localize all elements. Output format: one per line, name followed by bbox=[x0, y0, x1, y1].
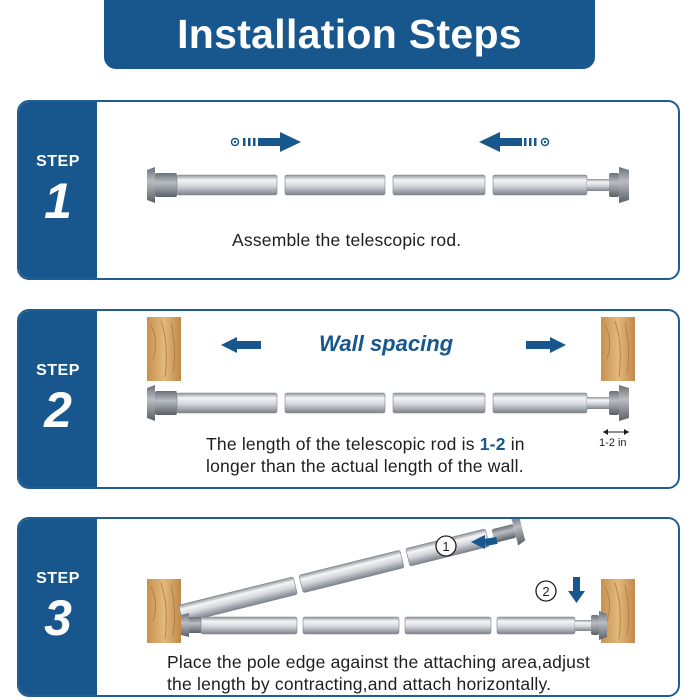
step-3-number: 3 bbox=[44, 590, 72, 646]
step-1-caption: Assemble the telescopic rod. bbox=[232, 230, 462, 250]
step-2-caption-part2: in bbox=[505, 434, 525, 454]
step-2-caption-part1: The length of the telescopic rod is bbox=[206, 434, 480, 454]
step-3-caption bbox=[167, 651, 590, 695]
right-wall-block-icon bbox=[601, 317, 635, 381]
step-2-caption-highlight: 1-2 bbox=[479, 434, 506, 454]
step-2-caption bbox=[206, 433, 525, 477]
step-2-card bbox=[17, 309, 680, 489]
down-arrow-icon bbox=[568, 577, 585, 603]
left-arrow-icon bbox=[479, 132, 549, 152]
right-arrow-icon bbox=[526, 337, 566, 353]
step-1-number: 1 bbox=[44, 173, 72, 229]
step-3-caption-line2: the length by contracting,and attach horizontally. bbox=[167, 674, 552, 694]
step-1-word: STEP bbox=[36, 153, 80, 170]
title-banner bbox=[104, 0, 595, 69]
left-arrow-icon bbox=[221, 337, 261, 353]
page-title: Installation Steps bbox=[177, 11, 522, 57]
telescopic-rod-icon bbox=[147, 385, 629, 421]
step-2-word: STEP bbox=[36, 362, 80, 379]
marker-1-label: 1 bbox=[442, 539, 450, 554]
gap-label: 1-2 in bbox=[599, 437, 627, 449]
right-arrow-icon bbox=[232, 132, 302, 152]
step-1-card bbox=[17, 100, 680, 280]
step-3-word: STEP bbox=[36, 570, 80, 587]
step-2-caption-line2: longer than the actual length of the wall. bbox=[206, 456, 524, 476]
step-3-caption-line1: Place the pole edge against the attaching area,adjust bbox=[167, 652, 591, 672]
step-2-number: 2 bbox=[44, 382, 72, 438]
left-wall-block-icon bbox=[147, 317, 181, 381]
tilted-rod-icon bbox=[177, 519, 526, 629]
left-wall-block-icon bbox=[147, 579, 181, 643]
step-1-illustration bbox=[19, 102, 679, 278]
step-3-card bbox=[17, 517, 680, 697]
step-marker-1 bbox=[436, 536, 456, 556]
gap-measure-arrow-icon bbox=[603, 429, 629, 435]
wall-spacing-label: Wall spacing bbox=[319, 331, 454, 356]
step-marker-2 bbox=[536, 581, 556, 601]
telescopic-rod-icon bbox=[147, 167, 629, 203]
horizontal-rod-icon bbox=[181, 611, 607, 640]
marker-2-label: 2 bbox=[542, 584, 550, 599]
